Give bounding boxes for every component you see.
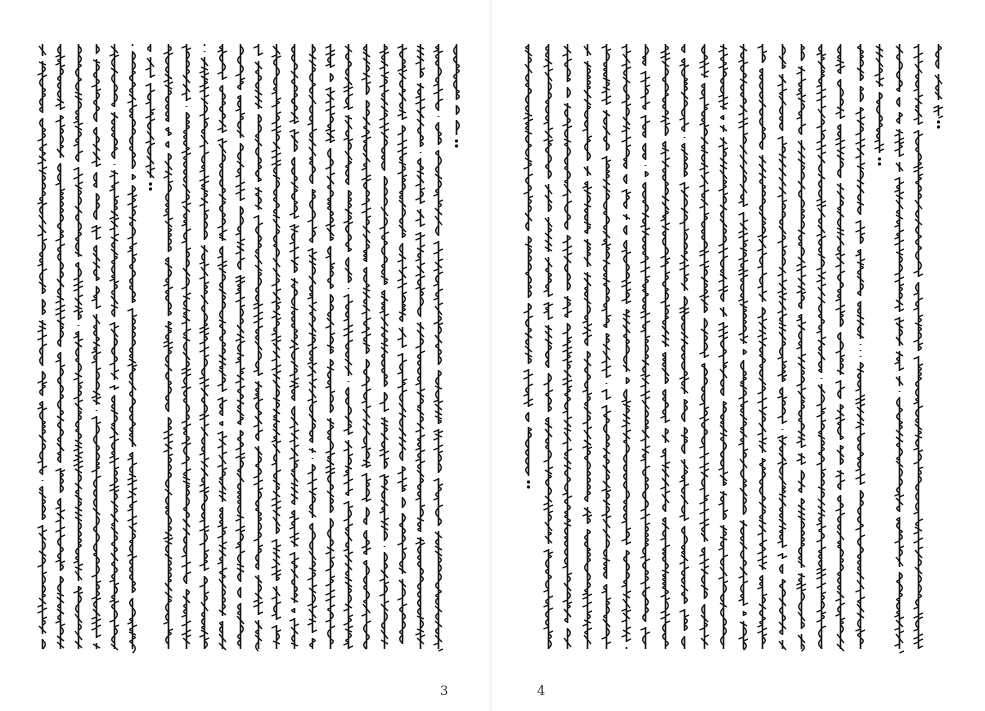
left-page-text-column-23 (432, 42, 445, 662)
left-page-text-column-12 (234, 42, 247, 662)
left-page-text-column-17 (324, 42, 337, 662)
left-page-text-column-1 (36, 42, 49, 662)
left-page-text-column-15 (288, 42, 301, 662)
left-page (0, 0, 490, 711)
right-page-text-column-19 (873, 42, 886, 662)
right-page-text-column-8 (659, 42, 672, 662)
left-page-text-column-4 (90, 42, 103, 662)
left-page-text-column-24 (450, 42, 463, 662)
right-page-text-column-2 (542, 42, 555, 662)
right-page-text-column-12 (737, 42, 750, 662)
left-page-text-column-6 (126, 42, 139, 662)
left-page-text-column-10 (198, 42, 211, 662)
right-page-text-column-4 (581, 42, 594, 662)
left-page-text-column-13 (252, 42, 265, 662)
left-page-text-column-20 (378, 42, 391, 662)
right-page-text-column-18 (854, 42, 867, 662)
left-page-text-column-7 (144, 42, 157, 662)
right-page-text-column-21 (912, 42, 925, 662)
right-page-text-column-14 (776, 42, 789, 662)
left-page-text-column-3 (72, 42, 85, 662)
right-page-text-column-15 (795, 42, 808, 662)
left-page-number: 3 (440, 684, 449, 699)
left-page-text-column-8 (162, 42, 175, 662)
right-page-text-column-16 (815, 42, 828, 662)
right-page-text-column-7 (639, 42, 652, 662)
right-page-text-column-6 (620, 42, 633, 662)
left-page-text-column-19 (360, 42, 373, 662)
right-page-text-column-11 (717, 42, 730, 662)
left-page-text-column-5 (108, 42, 121, 662)
left-page-text-column-9 (180, 42, 193, 662)
right-page-text-column-10 (698, 42, 711, 662)
right-page-text-column-13 (756, 42, 769, 662)
right-page-text-block (518, 42, 958, 662)
right-page (492, 0, 985, 711)
right-page-text-column-5 (600, 42, 613, 662)
left-page-text-column-21 (396, 42, 409, 662)
right-page-text-column-1 (522, 42, 535, 662)
left-page-text-column-22 (414, 42, 427, 662)
left-page-text-column-16 (306, 42, 319, 662)
right-page-text-column-9 (678, 42, 691, 662)
right-page-text-column-17 (834, 42, 847, 662)
left-page-text-column-11 (216, 42, 229, 662)
right-page-text-column-3 (561, 42, 574, 662)
right-page-text-column-22 (932, 42, 945, 662)
left-page-text-column-2 (54, 42, 67, 662)
right-page-text-column-20 (893, 42, 906, 662)
left-page-text-column-18 (342, 42, 355, 662)
left-page-text-column-14 (270, 42, 283, 662)
right-page-number: 4 (537, 684, 546, 699)
left-page-text-block (32, 42, 468, 662)
